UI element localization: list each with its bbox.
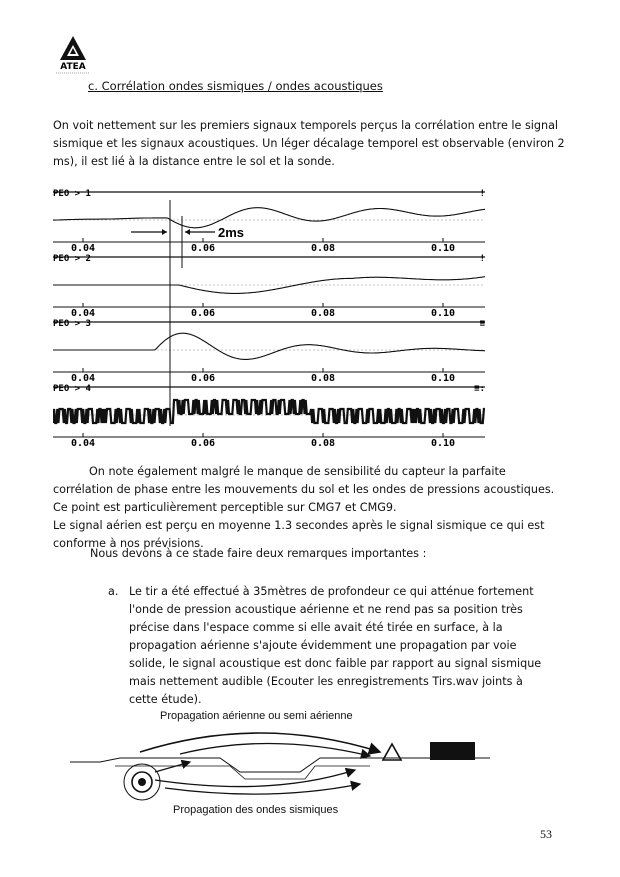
panel-label: PEO > 4 [53,384,91,394]
x-tick-label: 0.04 [70,373,96,384]
x-tick-label: 0.10 [430,308,456,319]
logo-text: ATEA [60,62,86,72]
annotation-arrowhead-right [185,229,190,235]
section-title: c. Corrélation ondes sismiques / ondes acoustiques [88,79,383,93]
annotation-2ms: 2ms [218,225,245,240]
panel-label: PEO > 2 [53,254,91,264]
x-tick-label: 0.06 [190,243,216,254]
diagram-top-label: Propagation aérienne ou semi aérienne [160,710,353,722]
panel-right-mark: ≡ [479,319,485,329]
x-tick-label: 0.06 [190,308,216,319]
paragraph-2-line-1: On note également malgré le manque de sensibilité du capteur la parfaite corrélation de phase entre les mouvements du sol et les ondes de pressions acoustiques. Ce point est particulièrement perceptible sur CMG7 et CMG9. [53,465,555,514]
x-tick-label: 0.08 [310,308,336,319]
x-tick-label: 0.06 [190,373,216,384]
x-tick-label: 0.10 [430,243,456,254]
paragraph-1: On voit nettement sur les premiers signaux temporels perçus la corrélation entre le signal sismique et les signaux acoustiques. Un léger décalage temporel est observable (environ 2 ms), il est lié à la distance entre le sol et la sonde. [53,119,565,168]
seismic-sensor-block [430,742,475,760]
panel-label: PEO > 1 [53,189,91,199]
x-tick-label: 0.08 [310,373,336,384]
remark-a [108,583,553,709]
remark-a-text: Le tir a été effectué à 35mètres de profondeur ce qui atténue fortement l'onde de pression acoustique aérienne et ne rend pas sa position très précise dans l'espace comme si elle avait été tirée en surface, à la propagation aérienne s'ajoute évidemment une propagation par voie solide, le signal acoustique est donc faible par rapport au signal sismique mais nettement audible (Ecouter les enregistrements Tirs.wav joints à cette étude). [129,585,542,706]
diagram-bottom-label: Propagation des ondes sismiques [173,804,339,816]
x-tick-label: 0.06 [190,438,216,446]
x-tick-label: 0.04 [70,438,96,446]
source-point [138,778,146,786]
x-tick-label: 0.04 [70,243,96,254]
x-tick-label: 0.04 [70,308,96,319]
paragraph-2-line-2: Le signal aérien est perçu en moyenne 1.3 secondes après le signal sismique ce qui est conforme à nos prévisions. [53,519,545,550]
x-tick-label: 0.08 [310,243,336,254]
remark-a-label: a. [108,585,119,598]
waveform-trace [53,400,485,423]
paragraph-2 [53,463,568,553]
waveform-trace [53,208,485,228]
panel-right-mark: ! [479,189,485,199]
remarks-intro: Nous devons à ce stade faire deux remarques importantes : [90,547,427,560]
x-tick-label: 0.10 [430,373,456,384]
page-number: 53 [540,827,552,841]
panel-right-mark: ≡: [474,384,485,394]
waveform-trace [53,333,485,359]
annotation-arrowhead-left [162,229,167,235]
atea-logo [50,34,96,76]
panel-label: PEO > 3 [53,319,91,329]
x-tick-label: 0.08 [310,438,336,446]
x-tick-label: 0.10 [430,438,456,446]
panel-right-mark: ! [479,254,485,264]
waveform-chart [53,186,485,446]
